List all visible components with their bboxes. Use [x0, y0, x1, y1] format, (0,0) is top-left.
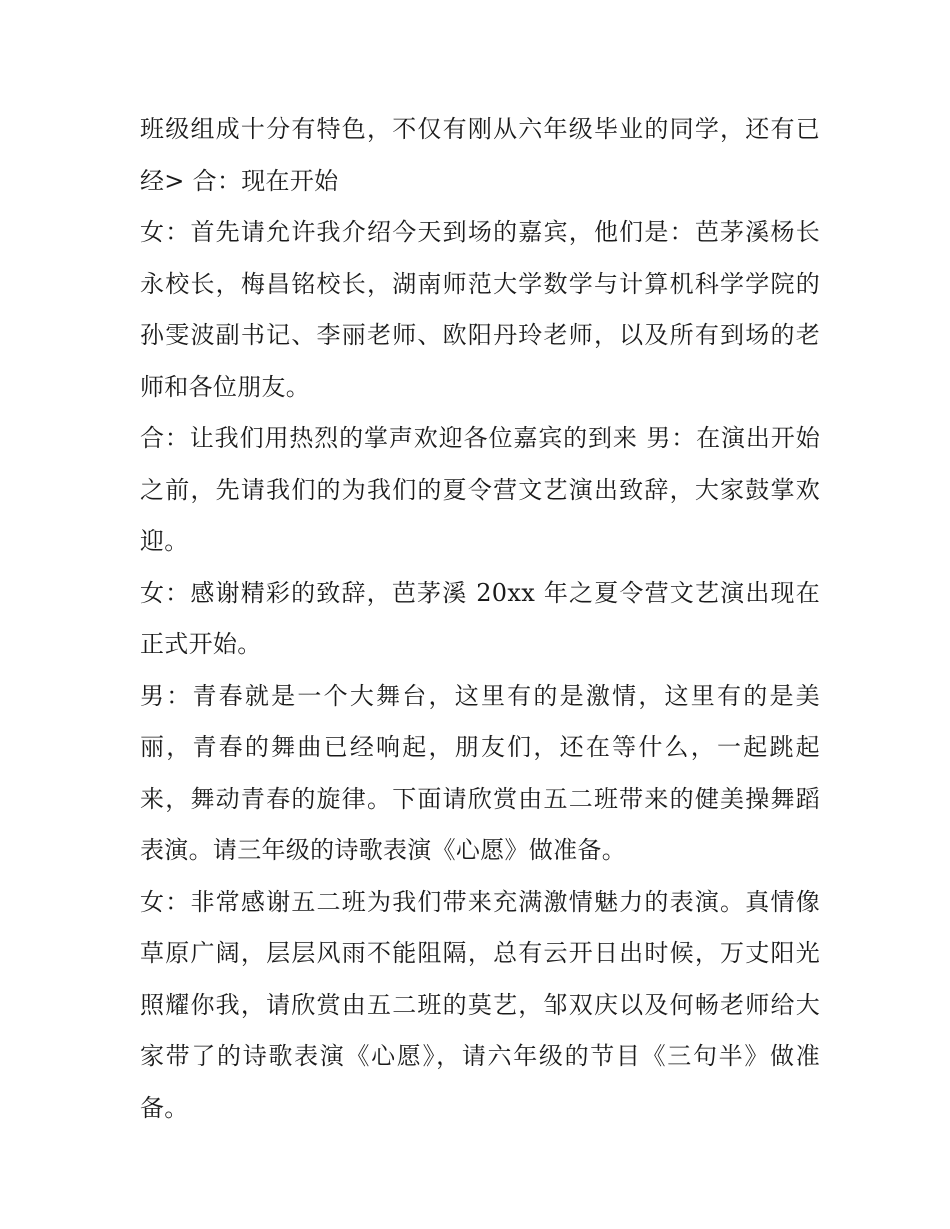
paragraph-6: 女：非常感谢五二班为我们带来充满激情魅力的表演。真情像草原广阔，层层风雨不能阻隔，总有云开日出时候，万丈阳光照耀你我，请欣赏由五二班的莫艺，邹双庆以及何畅老师给大家带了的诗歌表演《心愿》，请六年级的节目《三句半》做准备。 [140, 887, 820, 1122]
document-body [140, 104, 820, 1134]
paragraph-5: 男：青春就是一个大舞台，这里有的是激情，这里有的是美丽，青春的舞曲已经响起，朋友们，还在等什么，一起跳起来，舞动青春的旋律。下面请欣赏由五二班带来的健美操舞蹈表演。请三年级的诗歌表演《心愿》做准备。 [140, 681, 820, 864]
paragraph-2: 女：首先请允许我介绍今天到场的嘉宾，他们是：芭茅溪杨长永校长，梅昌铭校长，湖南师范大学数学与计算机科学学院的孙雯波副书记、李丽老师、欧阳丹玲老师，以及所有到场的老师和各位朋友。 [140, 218, 820, 401]
paragraph-1: 班级组成十分有特色，不仅有刚从六年级毕业的同学，还有已经> 合：现在开始 [140, 115, 820, 195]
paragraph-3: 合：让我们用热烈的掌声欢迎各位嘉宾的到来 男：在演出开始之前，先请我们的为我们的夏令营文艺演出致辞，大家鼓掌欢迎。 [140, 424, 820, 555]
paragraph-4: 女：感谢精彩的致辞，芭茅溪 20xx 年之夏令营文艺演出现在正式开始。 [140, 578, 820, 658]
